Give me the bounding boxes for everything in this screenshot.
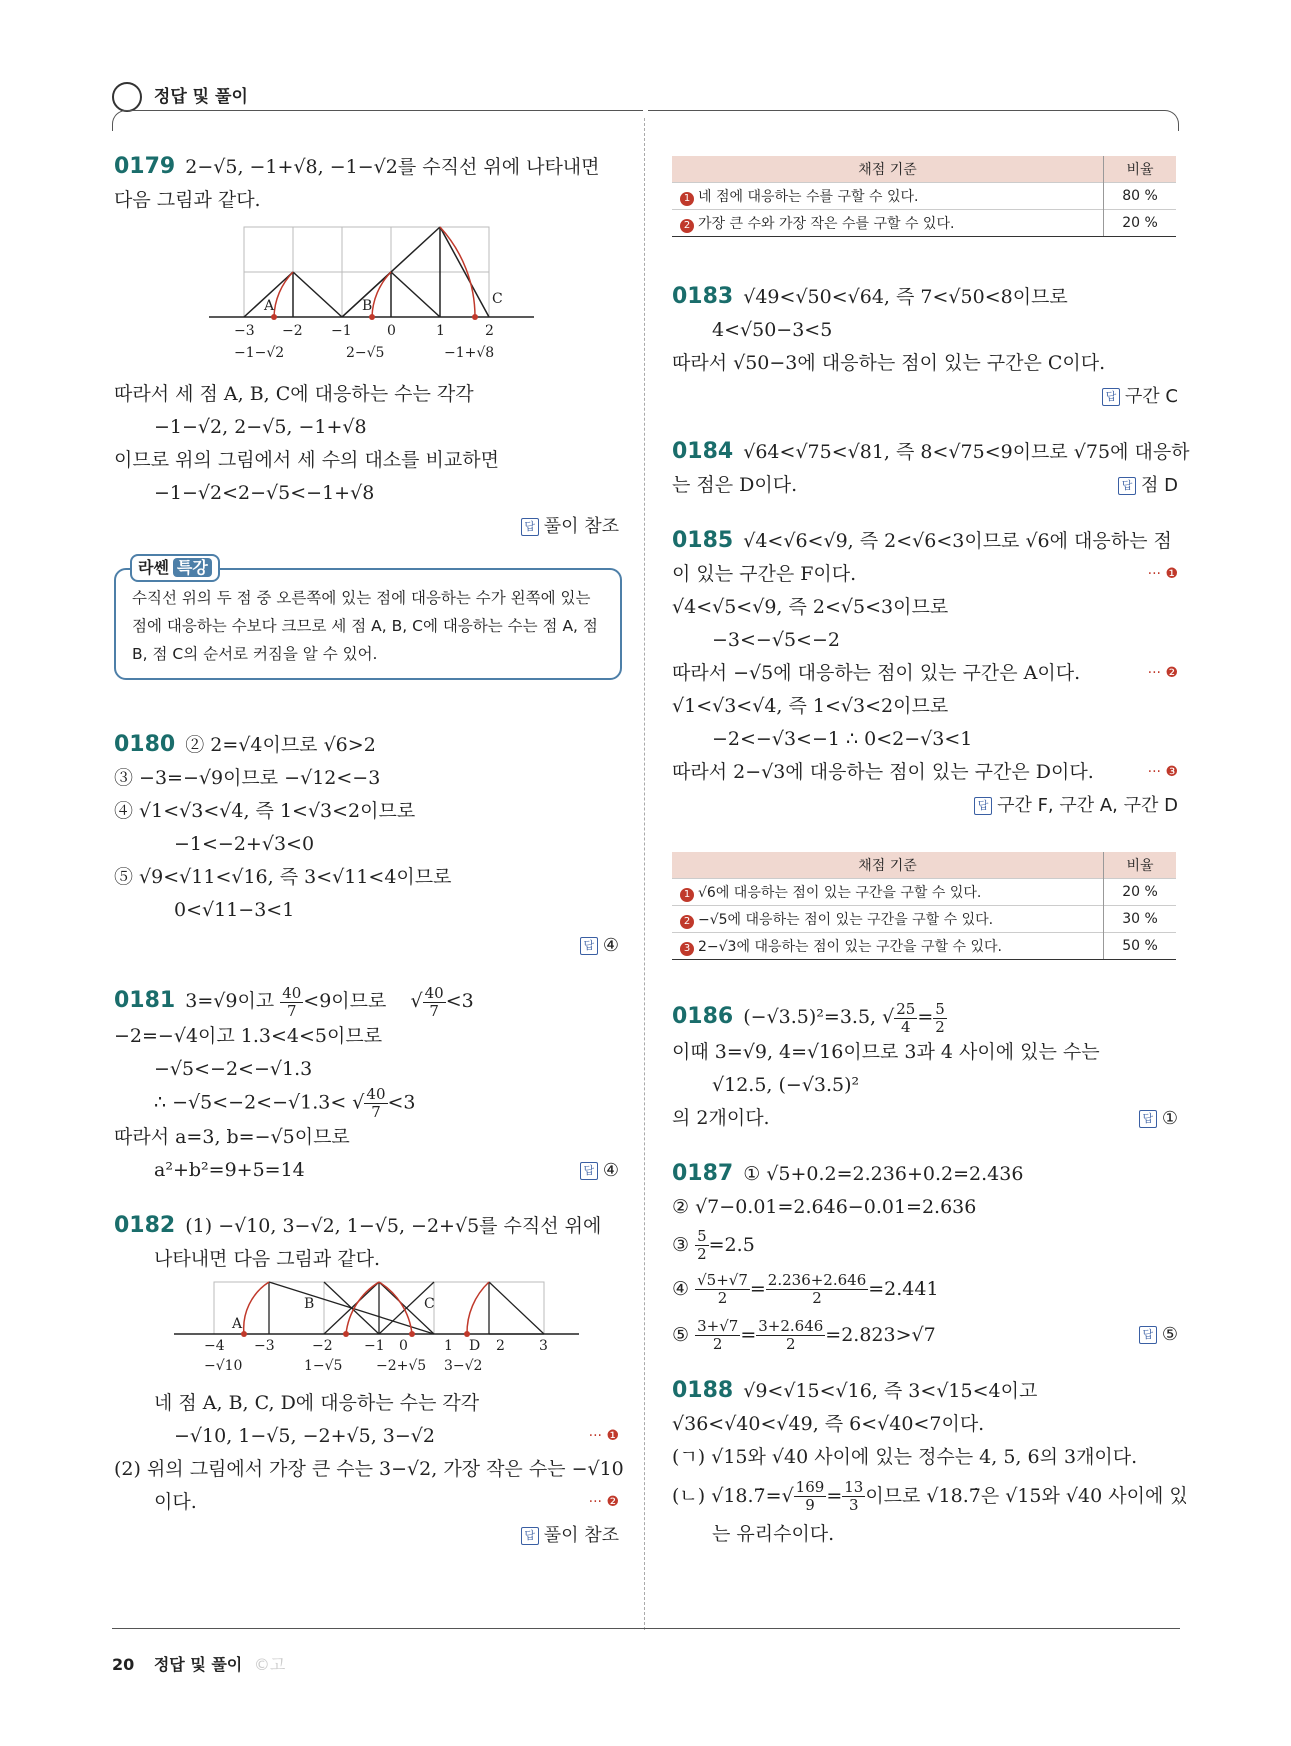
problem-0184 [672,435,1190,502]
problem-0188: 0188 √9<√15<√16, 즉 3<√15<4이고 √36<√40<√49, 즉 6<√40<7이다. (ㄱ) √15와 √40 사이에 있는 정수는 4, 5, 6의 3개이다. (ㄴ) √18.7̇=√ $\frac{169}{9}$ = $\frac{13}{3}$ 이므로 √18.7̇은 √15와 √40 사이에 있 는 유리수이다. [672,1374,1178,1551]
numerator: 13 [844,1478,864,1496]
table-cell: 20 % [1104,210,1177,237]
text-line: ④ [672,1277,690,1300]
denominator: 2 [697,1245,707,1263]
text-line: −3<−√5<−2 [712,629,840,651]
table-cell: 20 % [1104,879,1177,906]
answer-icon: 답 [580,1162,598,1180]
text-line: √1<√3<√4, 즉 1<√3<2이므로 [672,695,949,717]
table-row [672,906,1176,933]
tick: −2 [282,323,303,339]
text-line: −2<−√3<−1 ∴ 0<2−√3<1 [712,728,973,750]
footer-rule [112,1628,1180,1629]
tip-title-text: 라쎈 [138,558,169,577]
text-line: =2.441 [868,1277,939,1300]
sublabel: −1−√2 [234,345,285,361]
tick: 0 [399,1337,408,1354]
answer-text: ① [1161,1107,1178,1129]
answer-text: ⑤ [1161,1323,1178,1345]
fraction [695,1272,750,1307]
label-c: C [492,291,503,307]
table-cell: −√5에 대응하는 점이 있는 구간을 구할 수 있다. [698,912,994,928]
answer [580,1154,619,1187]
answer-text: ④ [602,935,619,956]
tick: −2 [312,1337,333,1354]
text-line: 이므로 위의 그림에서 세 수의 대소를 비교하면 [114,449,499,471]
label-b: B [362,298,373,314]
problem-number: 0180 [114,732,176,757]
answer [672,789,1178,822]
numerator: √5+√7 [697,1271,748,1289]
text-line: 나타내면 다음 그림과 같다. [154,1247,381,1270]
point-a [271,314,277,320]
table-row [672,933,1176,960]
fraction [894,1001,917,1036]
step-badge: 1 [680,192,694,206]
answer [114,929,619,962]
frame-left [112,110,643,131]
denominator: 2 [812,1289,822,1307]
scoring-table-2 [672,852,1176,960]
step-mark: ··· ❷ [1147,665,1178,681]
text-line: 2−√5, −1+√8, −1−√2를 수직선 위에 나타내면 [185,156,600,178]
numerator: 25 [896,999,916,1018]
text-line: 따라서 √50−3에 대응하는 점이 있는 구간은 C이다. [672,352,1106,374]
sublabel: −2+√5 [376,1357,427,1374]
right-column [672,280,1190,822]
denominator: 2 [935,1017,945,1036]
step-mark: ··· ❶ [588,1427,619,1444]
scoring-table-1 [672,156,1176,237]
text-line: √4<√5<√9, 즉 2<√5<3이므로 [672,596,949,618]
step-badge: 3 [680,942,694,956]
denominator: 7 [429,1001,439,1020]
tick: 1 [444,1337,453,1354]
denominator: 2 [712,1335,723,1353]
answer [114,1519,619,1552]
fraction [756,1318,825,1353]
problem-number: 0181 [114,988,176,1013]
text-line: √49<√50<√64, 즉 7<√50<8이므로 [743,286,1068,308]
page-footer [112,1652,285,1675]
text-line: ④ √1<√3<√4, 즉 1<√3<2이므로 [114,800,416,822]
answer-icon: 답 [1139,1326,1157,1344]
answer-text: 풀이 참조 [543,1524,619,1546]
tick: −3 [234,323,255,339]
left-column [114,150,619,543]
fraction [695,1318,740,1353]
text-line: 4<√50−3<5 [712,319,833,341]
problem-number: 0184 [672,439,734,464]
fraction [933,1001,947,1036]
numerator: 3+√7 [697,1317,739,1335]
denominator: 4 [901,1017,911,1036]
sublabel: −1+√8 [444,345,495,361]
header-title: 정답 및 풀이 [153,87,248,107]
text-line: 이므로 √18.7̇은 √15와 √40 사이에 있 [865,1484,1188,1507]
text-line: ② 2=√4이므로 √6>2 [185,734,376,756]
page-number: 20 [112,1655,135,1674]
answer [1139,1102,1178,1135]
text-line: −1−√2<2−√5<−1+√8 [154,482,375,504]
text-line: ① √5+0.2=2.236+0.2=2.436 [743,1162,1024,1185]
text-line: √64<√75<√81, 즉 8<√75<9이므로 √75에 대응하 [743,441,1190,463]
label-a: A [264,298,275,314]
text-line: −√10, 1−√5, −2+√5, 3−√2 [174,1424,435,1447]
sublabel: 2−√5 [346,345,385,361]
text-line: 따라서 −√5에 대응하는 점이 있는 구간은 A이다. [672,662,1081,684]
text-line: −2=−√4이고 1.3<4<5이므로 [114,1024,383,1047]
table-cell: 2−√3에 대응하는 점이 있는 구간을 구할 수 있다. [698,939,1002,955]
text-line: (−√3.5)²=3.5, [743,1006,877,1028]
problem-0187: 0187 ① √5+0.2=2.236+0.2=2.436 ② √7−0.01=2.646−0.01=2.636 ③ $\frac{5}{2}$ =2.5 ④ $\frac{√5+√7}{2}$ = $\frac{2.236+2.646}{2}$ =2.441 ⑤ $\frac{3+√7}{2}$ = $\frac{3+2.646}{2}$ =2.823>√7 답 ⑤ [672,1157,1178,1358]
fraction [695,1228,709,1263]
text-line: =2.5 [708,1233,755,1256]
text-line: (ㄴ) √18.7̇= [672,1484,782,1507]
table-cell: 80 % [1104,183,1177,210]
numerator: 40 [282,983,302,1002]
footer-title: 정답 및 풀이 [153,1655,243,1674]
numerator: 2.236+2.646 [767,1271,867,1289]
text-line: 3=√9이고 [185,990,275,1012]
watermark: ©고 [253,1655,286,1674]
answer [1139,1312,1178,1358]
text-line: a²+b²=9+5=14 [154,1158,305,1181]
text-line: −√5<−2<−√1.3 [154,1057,313,1080]
text-line: −1−√2, 2−√5, −1+√8 [154,416,367,438]
step-mark: ··· ❶ [1147,566,1178,582]
problem-0183 [672,280,1178,413]
answer-text: 풀이 참조 [543,516,619,537]
text-line: 는 유리수이다. [712,1522,835,1545]
text-line: <3 [445,990,474,1012]
answer-text: 점 D [1141,475,1178,496]
table-cell: 50 % [1104,933,1177,960]
problem-0185 [672,524,1178,822]
tip-badge: 특강 [173,558,212,577]
problem-number: 0179 [114,154,176,179]
tip-title [130,554,220,582]
text-line: √12.5, (−√3.5)² [712,1073,860,1096]
table-cell: 네 점에 대응하는 수를 구할 수 있다. [698,189,919,205]
text-line: (1) −√10, 3−√2, 1−√5, −2+√5를 수직선 위에 [185,1214,602,1237]
text-line: (2) 위의 그림에서 가장 큰 수는 3−√2, 가장 작은 수는 −√10 [114,1457,624,1480]
fraction [794,1479,827,1514]
text-line: 이 있는 구간은 F이다. [672,563,857,585]
fraction [842,1479,865,1514]
denominator: 7 [286,1001,297,1020]
table-header: 비율 [1104,852,1177,879]
table-cell: 가장 큰 수와 가장 작은 수를 구할 수 있다. [698,216,955,232]
point-d [464,1331,470,1337]
numerator: 169 [795,1478,825,1496]
fraction [766,1272,868,1307]
text-line: <9이므로 [303,990,387,1012]
table-row [672,879,1176,906]
page-header [112,82,248,112]
numerator: 5 [697,1227,707,1245]
text-line: 이다. [154,1490,197,1513]
problem-number: 0188 [672,1377,734,1403]
tip-box [114,558,622,680]
frame-right [648,110,1179,131]
tick: −4 [204,1337,225,1354]
text-line: 네 점 A, B, C, D에 대응하는 수는 각각 [154,1391,480,1414]
text-line: ⑤ √9<√11<√16, 즉 3<√11<4이므로 [114,866,452,888]
table-header: 채점 기준 [672,852,1104,879]
answer-icon: 답 [974,797,992,815]
problem-0180 [114,728,619,962]
text-line: ③ [672,1233,690,1256]
table-cell: √6에 대응하는 점이 있는 구간을 구할 수 있다. [698,885,982,901]
text-line: (ㄱ) √15와 √40 사이에 있는 정수는 4, 5, 6의 3개이다. [672,1445,1138,1468]
point-c [409,1331,415,1337]
tick: 3 [539,1337,548,1354]
fraction [280,985,303,1020]
denominator: 2 [785,1335,796,1353]
tip-text: 수직선 위의 두 점 중 오른쪽에 있는 점에 대응하는 수가 왼쪽에 있는 점에 대응하는 수보다 크므로 세 점 A, B, C에 대응하는 수는 점 A, 점 B, 점 C의 순서로 커짐을 알 수 있어. [132,589,598,663]
text-line: ∴ −√5<−2<−√1.3< [154,1091,347,1113]
step-badge: 2 [680,219,694,233]
text-line: √4<√6<√9, 즉 2<√6<3이므로 √6에 대응하는 점 [743,530,1172,552]
text-line: 는 점은 D이다. [672,474,798,496]
table-header: 비율 [1104,156,1177,183]
answer [672,380,1178,413]
table-header: 채점 기준 [672,156,1104,183]
answer-icon: 답 [1102,388,1120,406]
answer [114,510,619,543]
problem-0182 [114,1209,624,1552]
table-cell: 30 % [1104,906,1177,933]
step-mark: ··· ❷ [588,1493,619,1510]
numerator: 3+2.646 [758,1317,824,1335]
label-c: C [424,1295,435,1312]
column-divider [644,118,645,1630]
answer-text: ④ [602,1159,619,1181]
numerator: 5 [935,999,945,1018]
tick: −1 [364,1337,385,1354]
sublabel: 1−√5 [304,1357,343,1374]
text-line: 의 2개이다. [672,1106,770,1129]
denominator: 3 [849,1496,859,1514]
numerator: 40 [424,983,444,1002]
step-badge: 1 [680,888,694,902]
answer-text: 구간 F, 구간 A, 구간 D [997,795,1178,816]
text-line: ② √7−0.01=2.646−0.01=2.636 [672,1195,977,1218]
mascot-icon [112,82,142,112]
text-line: <3 [387,1091,416,1113]
sublabel: 3−√2 [444,1357,483,1374]
problem-number: 0186 [672,1004,734,1029]
number-line-figure-0179 [114,217,619,367]
answer-icon: 답 [580,937,598,955]
denominator: 9 [805,1496,815,1514]
text-line: 따라서 세 점 A, B, C에 대응하는 수는 각각 [114,383,474,405]
left-column-2 [114,728,624,1552]
text-line: −1<−2+√3<0 [174,833,315,855]
answer-icon: 답 [1118,477,1136,495]
problem-0179 [114,150,619,543]
number-line-figure-0182 [114,1276,619,1376]
text-line: 따라서 a=3, b=−√5이므로 [114,1125,350,1148]
point-b [369,314,375,320]
problem-number: 0182 [114,1212,176,1238]
answer-text: 구간 C [1124,386,1178,407]
sublabel: −√10 [204,1357,243,1374]
answer-icon: 답 [521,1527,539,1545]
tick: 2 [496,1337,505,1354]
tick: 2 [485,323,494,339]
fraction [364,1086,387,1121]
tick: 1 [436,323,445,339]
denominator: 7 [371,1102,381,1121]
tick: −3 [254,1337,275,1354]
text-line: ③ −3=−√9이므로 −√12<−3 [114,767,381,789]
point-b [343,1331,349,1337]
step-mark: ··· ❸ [1147,764,1178,780]
table-row [672,210,1176,237]
problem-number: 0183 [672,284,734,309]
answer-icon: 답 [1139,1110,1157,1128]
problem-0186: 0186 (−√3.5)²=3.5, √ $\frac{25}{4}$ = $\frac{5}{2}$ 이때 3=√9, 4=√16이므로 3과 4 사이에 있는 수는 √12.5, (−√3.5)² 의 2개이다. 답 ① [672,1000,1178,1135]
text-line: √36<√40<√49, 즉 6<√40<7이다. [672,1412,985,1435]
problem-number: 0187 [672,1160,734,1186]
answer [1118,469,1178,502]
text-line: ⑤ [672,1323,690,1346]
step-badge: 2 [680,915,694,929]
problem-0181: 0181 3=√9이고 $\frac{40}{7}$ <9이므로 √ $\frac{40}{7}$ <3 −2=−√4이고 1.3<4<5이므로 −√5<−2<−√1.3 ∴ −√5<−2<−√1.3< √ $\frac{40}{7}$ <3 따라서 a=3, b=−√5이므로 a²+b²=9+5=14 답 ④ [114,984,619,1187]
label-b: B [304,1295,315,1312]
table-row [672,183,1176,210]
right-column-2 [672,999,1188,1551]
tick: −1 [331,323,352,339]
text-line: 따라서 2−√3에 대응하는 점이 있는 구간은 D이다. [672,761,1094,783]
answer-icon: 답 [521,518,539,536]
fraction [423,985,446,1020]
denominator: 2 [717,1289,728,1307]
text-line: 0<√11−3<1 [174,899,295,921]
text-line: 다음 그림과 같다. [114,189,261,211]
text-line: √9<√15<√16, 즉 3<√15<4이고 [743,1379,1038,1402]
text-line: 이때 3=√9, 4=√16이므로 3과 4 사이에 있는 수는 [672,1040,1100,1063]
numerator: 40 [366,1084,386,1103]
text-line: =2.823>√7 [825,1323,936,1346]
point-c [472,314,478,320]
problem-number: 0185 [672,528,734,553]
label-d: D [469,1337,481,1354]
tick: 0 [387,323,396,339]
label-a: A [232,1315,243,1332]
